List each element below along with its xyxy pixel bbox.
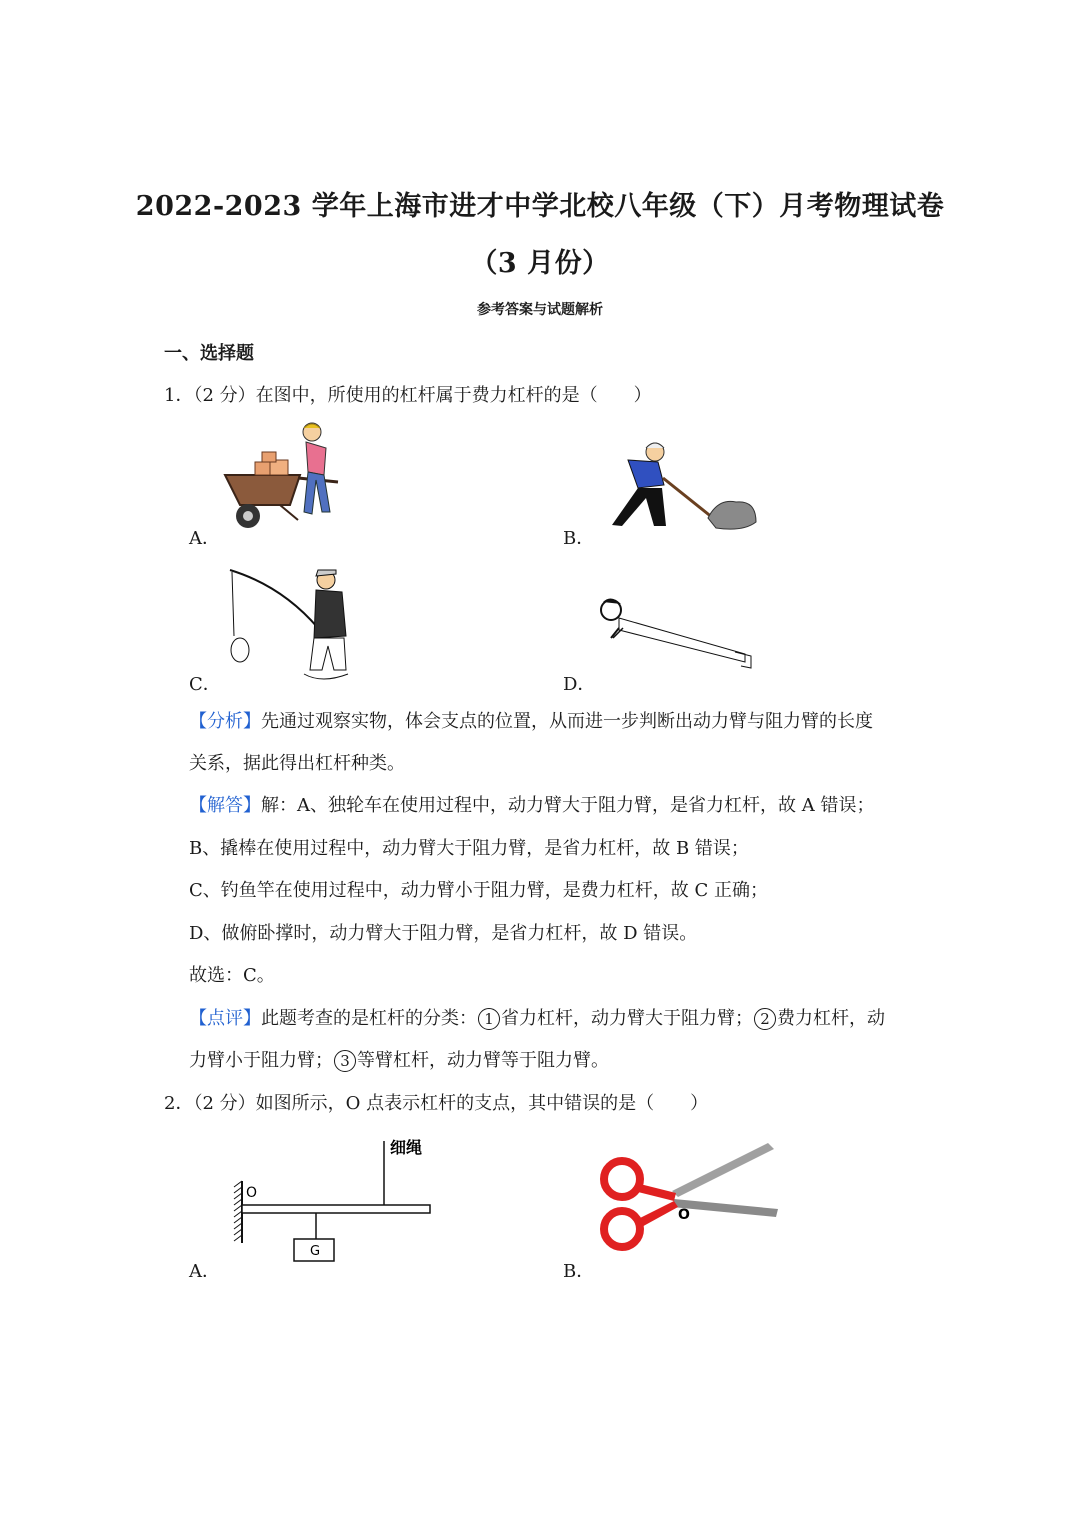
scissors-pivot-label: O [678, 1207, 690, 1223]
comment-tag: 【点评】 [189, 1008, 261, 1029]
answer-line-3: C、钓鱼竿在使用过程中，动力臂小于阻力臂，是费力杠杆，故 C 正确； [189, 880, 768, 901]
option-2b-label: B． [563, 1261, 595, 1282]
fishing-figure [222, 566, 352, 684]
analysis-line-1: 【分析】先通过观察实物，体会支点的位置，从而进一步判断出动力臂与阻力臂的长度 [189, 711, 873, 732]
analysis-line-2: 关系，据此得出杠杆种类。 [189, 753, 405, 774]
option-2a-label: A． [189, 1261, 220, 1282]
section-heading: 一、选择题 [164, 343, 254, 364]
circled-number-2: 2 [754, 1008, 776, 1030]
option-d-label: D． [563, 674, 596, 695]
wheelbarrow-figure [220, 420, 350, 530]
answer-tag: 【解答】 [189, 795, 261, 816]
subtitle: 参考答案与试题解析 [477, 302, 603, 318]
circled-number-1: 1 [478, 1008, 500, 1030]
circled-number-3: 3 [334, 1050, 356, 1072]
lever-rope-figure [230, 1135, 440, 1265]
lever-pivot-label: O [246, 1185, 258, 1201]
comment-line-1: 【点评】此题考查的是杠杆的分类： 1 省力杠杆，动力臂大于阻力臂； 2 费力杠杆，动 [189, 1008, 885, 1029]
answer-line-1: 【解答】解：A、独轮车在使用过程中，动力臂大于阻力臂，是省力杠杆，故 A 错误； [189, 795, 875, 816]
rope-label: 细绳 [390, 1138, 423, 1157]
scissors-figure [598, 1135, 788, 1265]
option-c-label: C． [189, 674, 221, 695]
comment-line-2: 力臂小于阻力臂； 3 等臂杠杆，动力臂等于阻力臂。 [189, 1050, 609, 1071]
answer-line-4: D、做俯卧撑时，动力臂大于阻力臂，是省力杠杆，故 D 错误。 [189, 923, 698, 944]
answer-line-2: B、撬棒在使用过程中，动力臂大于阻力臂，是省力杠杆，故 B 错误； [189, 838, 749, 859]
answer-line-5: 故选：C。 [189, 965, 275, 986]
option-a-label: A． [189, 528, 220, 549]
pushup-figure [595, 596, 755, 676]
page-title: 2022-2023 学年上海市进才中学北校八年级（下）月考物理试卷 [135, 191, 945, 222]
page-title-sub: （3 月份） [470, 248, 610, 279]
option-b-label: B． [563, 528, 595, 549]
crowbar-figure [608, 440, 768, 530]
question-2-stem: 2．（2 分）如图所示，O 点表示杠杆的支点，其中错误的是（ ） [164, 1093, 709, 1114]
weight-label: G [310, 1244, 321, 1259]
question-1-stem: 1．（2 分）在图中，所使用的杠杆属于费力杠杆的是（ ） [164, 385, 652, 406]
analysis-tag: 【分析】 [189, 711, 261, 732]
